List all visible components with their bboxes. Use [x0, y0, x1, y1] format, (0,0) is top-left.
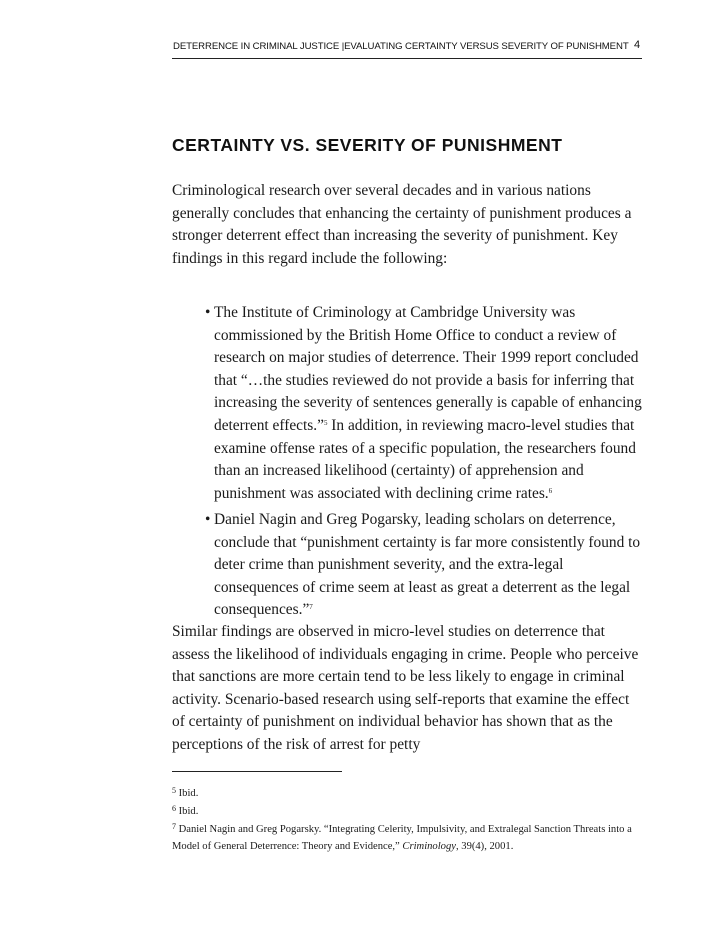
- footnote-number: 6: [172, 804, 176, 813]
- intro-paragraph: Criminological research over several decades and in various nations generally concludes that enhancing the certainty of punishment produces a stronger deterrent effect than increasing the severity of punishment. Key findings in this regard include the following:: [172, 182, 632, 267]
- footnote-text: Daniel Nagin and Greg Pogarsky. “Integrating Celerity, Impulsivity, and Extralegal Sanction Threats into a Model of General Deterrence: Theory and Evidence,”: [172, 824, 632, 852]
- body-paragraph: Similar findings are observed in micro-level studies on deterrence that assess the likelihood of individuals engaging in crime. People who perceive that sanctions are more certain tend to be less likely to engage in criminal activity. Scenario-based research using self-reports that examine the effect of certainty of punishment on individual behavior has shown that as the perceptions of the risk of arrest for petty: [172, 623, 639, 753]
- section-heading: CERTAINTY VS. SEVERITY OF PUNISHMENT: [172, 135, 563, 155]
- footnote-ref: 5: [323, 418, 328, 427]
- footnote-ref: 7: [309, 603, 313, 612]
- page-number: 4: [633, 39, 640, 51]
- footnote: [172, 803, 652, 820]
- footnote-divider: [172, 771, 342, 772]
- bullet-text: [214, 302, 642, 505]
- footnote: [172, 821, 652, 855]
- footnote-number: 7: [172, 822, 176, 831]
- journal-title: Criminology: [402, 841, 456, 852]
- footnote-number: 5: [172, 786, 176, 795]
- running-header: [172, 36, 642, 59]
- header-title: DETERRENCE IN CRIMINAL JUSTICE |EVALUATING CERTAINTY VERSUS SEVERITY OF PUNISHMENT: [173, 41, 629, 52]
- footnote: [172, 785, 652, 802]
- bullet-icon: •: [205, 304, 211, 321]
- footnote-text: Ibid.: [178, 806, 199, 817]
- bullet-text-part: In addition, in reviewing macro-level studies that examine offense rates of a specific population, the researchers found than an increased likelihood (certainty) of apprehension and punishment was associated with declining crime rates.: [214, 416, 636, 502]
- footnote-ref: 6: [548, 486, 553, 495]
- bullet-text: [214, 509, 642, 622]
- bullet-text-part: The Institute of Criminology at Cambridge University was commissioned by the British Home Office to conduct a review of research on major studies of deterrence. Their 1999 report concluded that “…the studies reviewed do not provide a basis for inferring that increasing the severity of sentences generally is capable of enhancing deterrent effects.”: [214, 304, 642, 434]
- footnote-text: , 39(4), 2001.: [455, 841, 514, 852]
- footnote-text: Ibid.: [178, 788, 199, 799]
- bullet-text-part: Daniel Nagin and Greg Pogarsky, leading scholars on deterrence, conclude that “punishment certainty is far more consistently found to deter crime than punishment severity, and the extra-legal consequences of crime seem at least as great a deterrent as the legal consequences.”: [214, 511, 641, 619]
- bullet-icon: •: [205, 511, 211, 528]
